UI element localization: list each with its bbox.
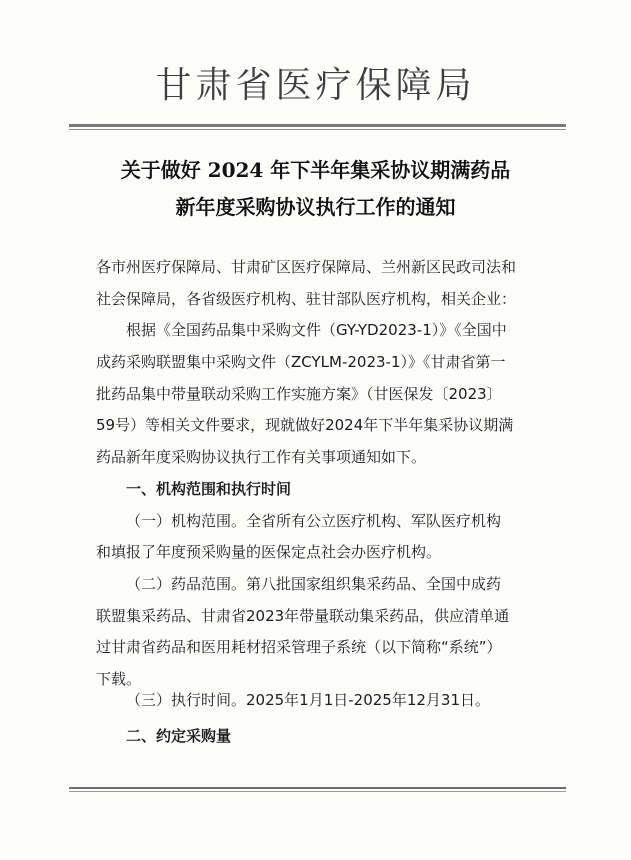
subsection-1-paragraph bbox=[96, 506, 546, 569]
paragraph-line: 根据《全国药品集中采购文件（GY-YD2023-1）》《全国中 bbox=[126, 321, 507, 340]
section-heading-1 bbox=[126, 474, 576, 506]
paragraph-line: （二）药品范围。第八批国家组织集采药品、全国中成药 bbox=[126, 575, 502, 593]
document-title bbox=[0, 152, 631, 226]
intro-paragraph bbox=[96, 315, 546, 473]
paragraph-line: 联盟集采药品、甘肃省2023年带量联动集采药品，供应清单通 bbox=[96, 606, 510, 625]
paragraph-line: 下载。 bbox=[96, 670, 142, 689]
paragraph-line: （一）机构范围。全省所有公立医疗机构、军队医疗机构 bbox=[126, 511, 502, 530]
paragraph-line: 过甘肃省药品和医用耗材招采管理子系统（以下简称“系统”） bbox=[96, 638, 502, 657]
footer-rule-thick bbox=[69, 787, 566, 789]
paragraph-line: 和填报了年度预采购量的医保定点社会办医疗机构。 bbox=[96, 543, 442, 562]
footer-rule-thin bbox=[69, 791, 566, 792]
document-title-line-1: 关于做好 2024 年下半年集采协议期满药品 bbox=[120, 158, 511, 182]
agency-header: 甘肃省医疗保障局 bbox=[155, 65, 476, 106]
paragraph-line: 59号）等相关文件要求，现就做好2024年下半年集采协议期满 bbox=[96, 416, 514, 435]
header-rule-thick bbox=[69, 124, 566, 127]
addressee-block bbox=[96, 252, 546, 315]
addressee-line-2: 社会保障局，各省级医疗机构、驻甘部队医疗机构，相关企业： bbox=[96, 289, 517, 308]
paragraph-line: 药品新年度采购协议执行工作有关事项通知如下。 bbox=[96, 448, 427, 467]
section-heading-1-text: 一、机构范围和执行时间 bbox=[126, 479, 292, 498]
addressee-line-1: 各市州医疗保障局、甘肃矿区医疗保障局、兰州新区民政司法和 bbox=[96, 258, 517, 276]
paragraph-line: （三）执行时间。2025年1月1日-2025年12月31日。 bbox=[126, 691, 491, 709]
header-rule-thin bbox=[69, 129, 566, 130]
paragraph-line: 批药品集中带量联动采购工作实施方案》（甘医保发〔2023〕 bbox=[96, 384, 502, 403]
paragraph-line: 成药采购联盟集中采购文件（ZCYLM-2023-1）》《甘肃省第一 bbox=[96, 353, 506, 372]
document-title-line-2: 新年度采购协议执行工作的通知 bbox=[175, 195, 456, 219]
subsection-3-paragraph bbox=[96, 685, 546, 717]
subsection-2-paragraph bbox=[96, 569, 546, 696]
section-heading-2 bbox=[126, 721, 576, 753]
section-heading-2-text: 二、约定采购量 bbox=[126, 727, 232, 745]
